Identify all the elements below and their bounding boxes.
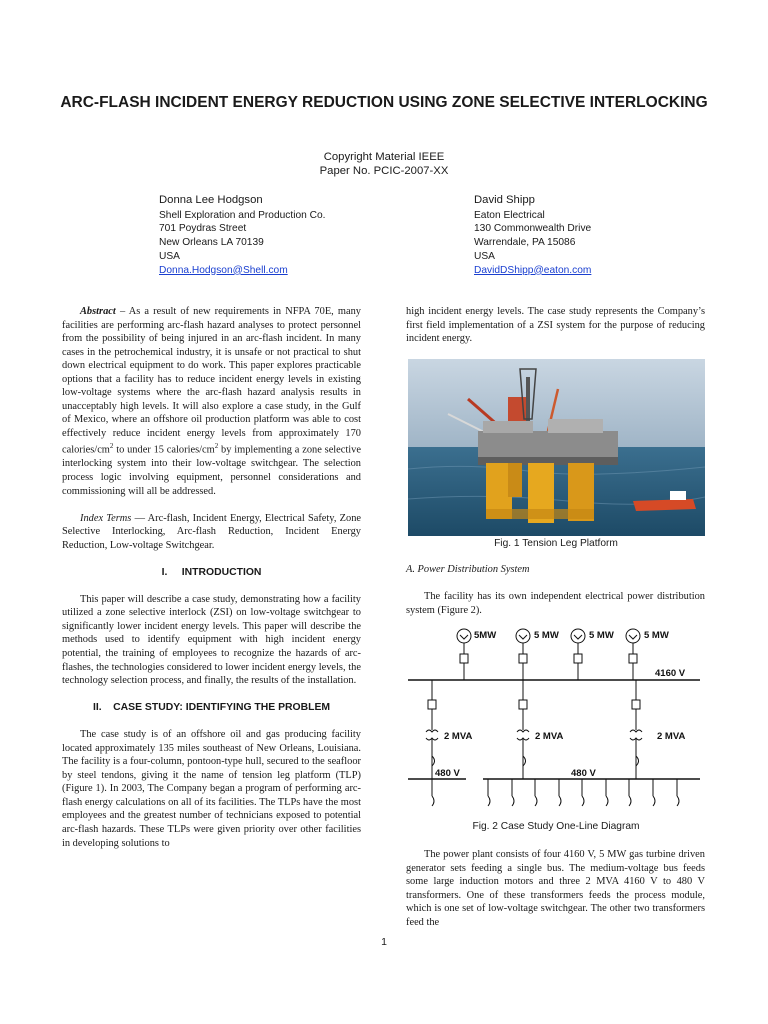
power-distribution-paragraph: The facility has its own independent electrical power distribution system (Figure 2). xyxy=(406,591,705,616)
page-number: 1 xyxy=(381,936,387,948)
author-block-1 xyxy=(159,194,326,277)
lv-bus-label: 480 V xyxy=(435,768,460,779)
author-name: Donna Lee Hodgson xyxy=(159,194,263,206)
author-country: USA xyxy=(159,250,180,262)
introduction-paragraph: This paper will describe a case study, demonstrating how a facility utilized a zone selective interlock (ZSI) on low-voltage switchgear to significantly lower incident energy levels. This paper will describe the methods used to identify equipment with high incident energy potential, the training of employees to recognize the hazards of arc-flashes, the technologies considered to lower incident energy levels, the technology selection process, and finally, the results of the installation. xyxy=(62,593,361,687)
paper-title: ARC-FLASH INCIDENT ENERGY REDUCTION USING ZONE SELECTIVE INTERLOCKING xyxy=(60,94,708,111)
continuation-paragraph: high incident energy levels. The case study represents the Company’s first field implementation of a ZSI system for the purpose of reducing incident energy. xyxy=(406,306,705,345)
author-email-link[interactable]: DavidDShipp@eaton.com xyxy=(474,264,592,276)
generator-symbol xyxy=(457,629,471,643)
tension-leg-platform-photo xyxy=(408,359,705,536)
author-address-line: New Orleans LA 70139 xyxy=(159,237,264,249)
generator-label: 5 MW xyxy=(644,630,669,641)
subsection-heading-a: A. Power Distribution System xyxy=(406,564,530,575)
generator-symbol xyxy=(571,629,585,643)
author-block-2 xyxy=(474,194,591,277)
generator-label: 5 MW xyxy=(589,630,614,641)
power-plant-paragraph: The power plant consists of four 4160 V, 5 MW gas turbine driven generator sets feeding a single bus. The medium-voltage bus feeds some large induction motors and three 2 MVA 4160 V to 480 V transformers. One of these transformers feeds the process module, which is one set of low-voltage switchgear. The other two transformers feed the xyxy=(406,849,705,928)
lv-bus-label: 480 V xyxy=(571,768,596,779)
left-column xyxy=(62,305,361,850)
index-terms-label: Index Terms xyxy=(80,512,132,524)
transformer-label: 2 MVA xyxy=(535,731,564,742)
transformer-label: 2 MVA xyxy=(657,731,686,742)
platform-illustration xyxy=(408,359,705,536)
author-email-link[interactable]: Donna.Hodgson@Shell.com xyxy=(159,264,288,276)
case-study-paragraph: The case study is of an offshore oil and gas producing facility located approximately 135 miles southeast of New Orleans, Louisiana. The facility is a four-column, pontoon-type hull, secured to the seafloor by steel tendons, giving it the name of tension leg platform (TLP) (Figure 1). In 2003, The Company began a program of performing arc-flash energy calculations on all of its facilities. The TLPs have the most employees and the greatest number of technicians exposed to potential arc-flash hazards. These TLPs were given priority over other facilities in developing solutions to xyxy=(62,729,361,849)
generator-label: 5MW xyxy=(474,630,497,641)
author-name: David Shipp xyxy=(474,194,535,206)
copyright-line: Copyright Material IEEE xyxy=(323,151,445,163)
one-line-diagram xyxy=(408,624,708,816)
figure-1-caption: Fig. 1 Tension Leg Platform xyxy=(494,538,618,549)
figure-2-caption: Fig. 2 Case Study One-Line Diagram xyxy=(472,821,640,832)
author-address-line: 701 Poydras Street xyxy=(159,223,247,235)
author-address-line: Warrendale, PA 15086 xyxy=(474,237,576,249)
section-heading-introduction: I. INTRODUCTION xyxy=(161,566,262,578)
abstract-paragraph: Abstract – As a result of new requirements in NFPA 70E, many facilities are performing arc-flash hazard analyses to protect personnel from the possibility of being injured in an arc-flash incident. In many cases in the petrochemical industry, it is unsafe or not practical to shut down electrical equipment to do work. This paper explores practicable options that a facility has to reduce incident energy levels in existing low-voltage systems where the arc-flash hazard analysis results in unacceptably high levels. It will also explore a case study, in the Gulf of Mexico, where an offshore oil production platform was able to cost effectively reduce incident energy levels from approximately 170 calories/$cm^2$ to under 15 calories/$cm^2$ by implementing a zone selective interlocking system into their low-voltage switchgear. The selection process logic involving equipment, personnel considerations and commissioning will all be addressed. xyxy=(62,306,361,497)
generator-label: 5 MW xyxy=(534,630,559,641)
author-address-line: 130 Commonwealth Drive xyxy=(474,223,592,235)
paper-number: Paper No. PCIC-2007-XX xyxy=(319,165,449,177)
abstract-label: Abstract xyxy=(80,306,116,317)
mv-bus-label: 4160 V xyxy=(655,668,686,679)
author-affiliation: Shell Exploration and Production Co. xyxy=(159,209,326,221)
index-terms-paragraph: Index Terms — Arc-flash, Incident Energy, Electrical Safety, Zone Selective Interlocking, Arc-flash Reduction, Incident Energy Reduction, Low-voltage Switchgear. xyxy=(62,512,362,551)
copyright-block xyxy=(0,150,768,178)
generator-symbol xyxy=(626,629,640,643)
transformer-label: 2 MVA xyxy=(444,731,473,742)
author-country: USA xyxy=(474,250,495,262)
section-heading-case-study: II. CASE STUDY: IDENTIFYING THE PROBLEM xyxy=(92,702,331,714)
generator-symbol xyxy=(516,629,530,643)
author-affiliation: Eaton Electrical xyxy=(474,209,545,221)
